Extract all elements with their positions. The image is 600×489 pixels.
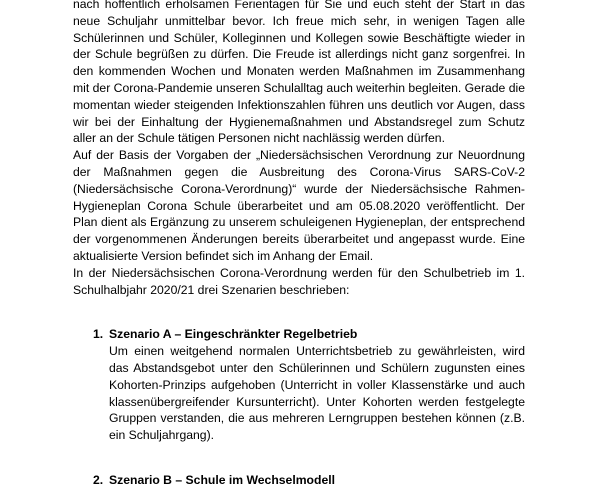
scenario-list xyxy=(73,326,525,488)
paragraph-regulation: Auf der Basis der Vorgaben der „Niedersächsischen Verordnung zur Neuordnung der Maßnahmen gegen die Ausbreitung des Corona-Virus SARS-CoV-2 (Niedersächsische Corona-Verordnung)“ wurde der Niedersächsische Rahmen-Hygieneplan Corona Schule überarbeitet und am 05.08.2020 veröffentlicht. Der Plan dient als Ergänzung zu unserem schuleigenen Hygieneplan, der entsprechend der vorgenommenen Änderungen bereits überarbeitet und angepasst wurde. Eine aktualisierte Version befindet sich im Anhang der Email. xyxy=(73,148,525,263)
list-item-number: 1. xyxy=(93,327,104,342)
list-item xyxy=(73,472,525,489)
paragraph-intro: nach hoffentlich erholsamen Ferientagen für Sie und euch steht der Start in das neue Schuljahr unmittelbar bevor. Ich freue mich sehr, in wenigen Tagen alle Schülerinnen und Schüler, Kolleginnen und Kollegen sowie Beschäftigte wieder in der Schule begrüßen zu dürfen. Die Freude ist allerdings nicht ganz sorgenfrei. In den kommenden Wochen und Monaten werden Maßnahmen im Zusammenhang mit der Corona-Pandemie unseren Schulalltag auch weiterhin begleiten. Gerade die momentan wieder steigenden Infektionszahlen führen uns deutlich vor Augen, dass wir bei der Einhaltung der Hygienemaßnahmen und Abstandsregel zum Schutz aller an der Schule tätigen Personen nicht nachlässig werden dürfen. xyxy=(73,0,525,146)
list-item xyxy=(73,326,525,444)
paragraph-scenarios-intro: In der Niedersächsischen Corona-Verordnung werden für den Schulbetrieb im 1. Schulhalbjahr 2020/21 drei Szenarien beschrieben: xyxy=(73,265,525,297)
scenario-title: Szenario B – Schule im Wechselmodell xyxy=(109,472,335,487)
document-page xyxy=(73,0,525,489)
list-item-number: 2. xyxy=(93,472,104,487)
scenario-text: Um einen weitgehend normalen Unterrichtsbetrieb zu gewährleisten, wird das Abstandsgebot unter den Schülerinnen und Schülern zugunsten eines Kohorten-Prinzips aufgehoben (Unterricht in voller Klassenstärke und auch klassenübergreifender Kursunterricht). Unter Kohorten werden festgelegte Gruppen verstanden, die aus mehreren Lerngruppen bestehen können (z.B. ein Schuljahrgang). xyxy=(109,344,525,443)
scenario-title: Szenario A – Eingeschränkter Regelbetrieb xyxy=(109,327,358,342)
